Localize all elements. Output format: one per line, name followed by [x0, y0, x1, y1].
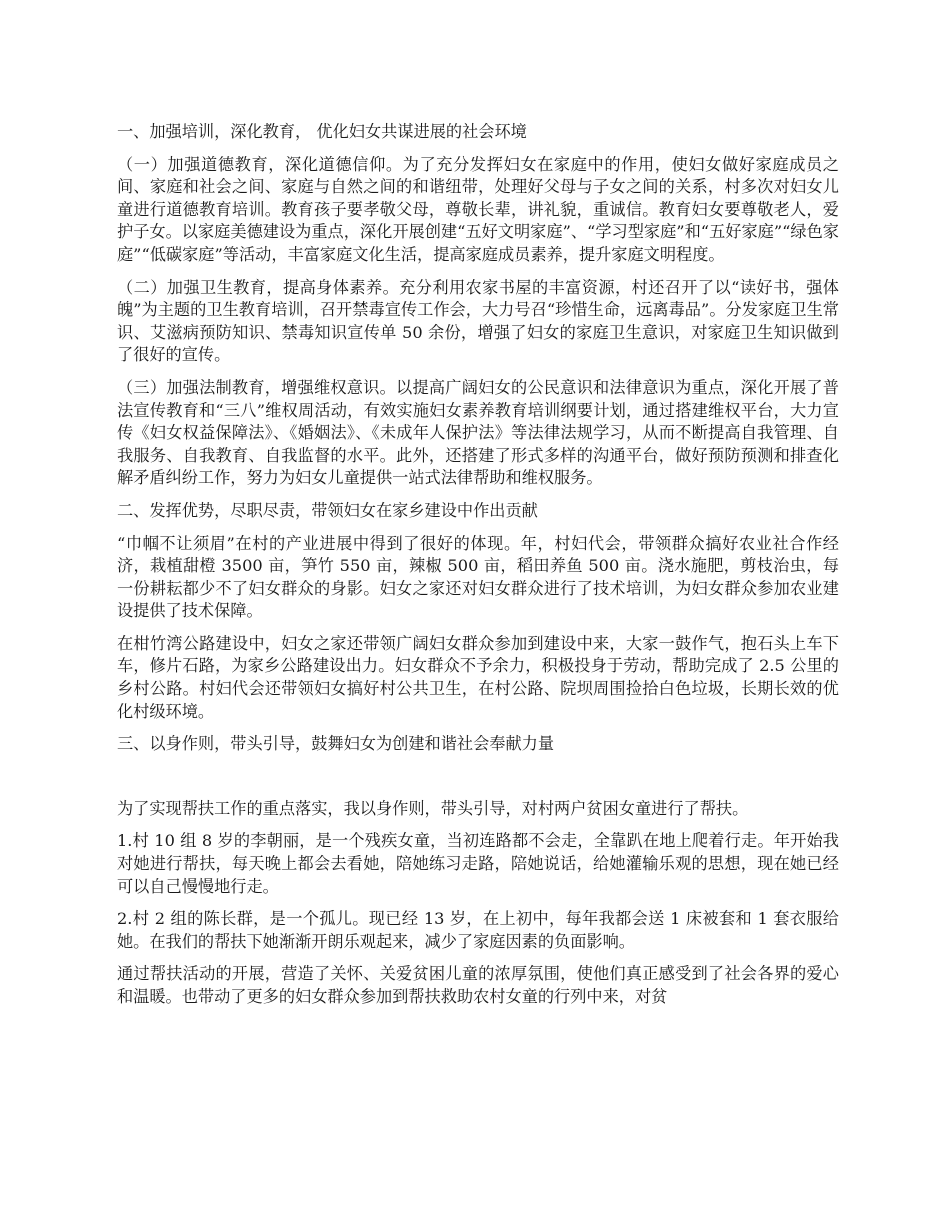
- paragraph-moral-education: （一）加强道德教育，深化道德信仰。为了充分发挥妇女在家庭中的作用，使妇女做好家庭成员之间、家庭和社会之间、家庭与自然之间的和谐纽带，处理好父母与子女之间的关系，村多次对妇女儿童进行道德教育培训。教育孩子要孝敬父母，尊敬长辈，讲礼貌，重诚信。教育妇女要尊敬老人，爱护子女。以家庭美德建设为重点，深化开展创建“五好文明家庭”、“学习型家庭”和“五好家庭”“绿色家庭”“低碳家庭”等活动，丰富家庭文化生活，提高家庭成员素养，提升家庭文明程度。: [117, 154, 839, 264]
- paragraph-legal-education: （三）加强法制教育，增强维权意识。以提高广阔妇女的公民意识和法律意识为重点，深化开展了普法宣传教育和“三八”维权周活动，有效实施妇女素养教育培训纲要计划，通过搭建维权平台，大力宣传《妇女权益保障法》、《婚姻法》、《未成年人保护法》等法律法规学习，从而不断提高自我管理、自我服务、自我教育、自我监督的水平。此外，还搭建了形式多样的沟通平台，做好预防预测和排查化解矛盾纠纷工作，努力为妇女儿童提供一站式法律帮助和维权服务。: [117, 377, 839, 488]
- paragraph-assistance-case-1: 1.村 10 组 8 岁的李朝丽，是一个残疾女童，当初连路都不会走，全靠趴在地上爬着行走。年开始我对她进行帮扶，每天晚上都会去看她，陪她练习走路，陪她说话，给她灌输乐观的思想，现在她已经可以自己慢慢地行走。: [117, 831, 839, 896]
- section-heading-1: 一、加强培训，深化教育， 优化妇女共谋进展的社会环境: [117, 122, 527, 141]
- paragraph-agriculture: “巾帼不让须眉”在村的产业进展中得到了很好的体现。年，村妇代会，带领群众搞好农业社合作经济，栽植甜橙 3500 亩，笋竹 550 亩，辣椒 500 亩，稻田养鱼 500 亩。浇水施肥，剪枝治虫，每一份耕耘都少不了妇女群众的身影。妇女之家还对妇女群众进行了技术培训，为妇女群众参加农业建设提供了技术保障。: [117, 533, 839, 621]
- document-page: [117, 121, 839, 1019]
- blank-spacer: [117, 766, 839, 798]
- paragraph-assistance-case-2: 2.村 2 组的陈长群，是一个孤儿。现已经 13 岁，在上初中，每年我都会送 1 床被套和 1 套衣服给她。在我们的帮扶下她渐渐开朗乐观起来，减少了家庭因素的负面影响。: [117, 909, 839, 951]
- paragraph-assistance-summary: 通过帮扶活动的开展，营造了关怀、关爱贫困儿童的浓厚氛围，使他们真正感受到了社会各界的爱心和温暖。也带动了更多的妇女群众参加到帮扶救助农村女童的行列中来，对贫: [117, 964, 839, 1006]
- section-heading-2: 二、发挥优势，尽职尽责，带领妇女在家乡建设中作出贡献: [117, 500, 538, 520]
- paragraph-health-education: （二）加强卫生教育，提高身体素养。充分利用农家书屋的丰富资源，村还召开了以“读好书，强体魄”为主题的卫生教育培训，召开禁毒宣传工作会，大力号召“珍惜生命，远离毒品”。分发家庭卫生常识、艾滋病预防知识、禁毒知识宣传单 50 余份，增强了妇女的家庭卫生意识，对家庭卫生知识做到了很好的宣传。: [117, 277, 839, 365]
- section-heading-3: 三、以身作则，带头引导，鼓舞妇女为创建和谐社会奉献力量: [117, 734, 555, 754]
- paragraph-road-construction: 在柑竹湾公路建设中，妇女之家还带领广阔妇女群众参加到建设中来，大家一鼓作气，抱石头上车下车，修片石路，为家乡公路建设出力。妇女群众不予余力，积极投身于劳动，帮助完成了 2.5 公里的乡村公路。村妇代会还带领妇女搞好村公共卫生，在村公路、院坝周围捡拾白色垃圾，长期长效的优化村级环境。: [117, 633, 839, 721]
- paragraph-assistance-intro: 为了实现帮扶工作的重点落实，我以身作则，带头引导，对村两户贫困女童进行了帮扶。: [117, 798, 749, 818]
